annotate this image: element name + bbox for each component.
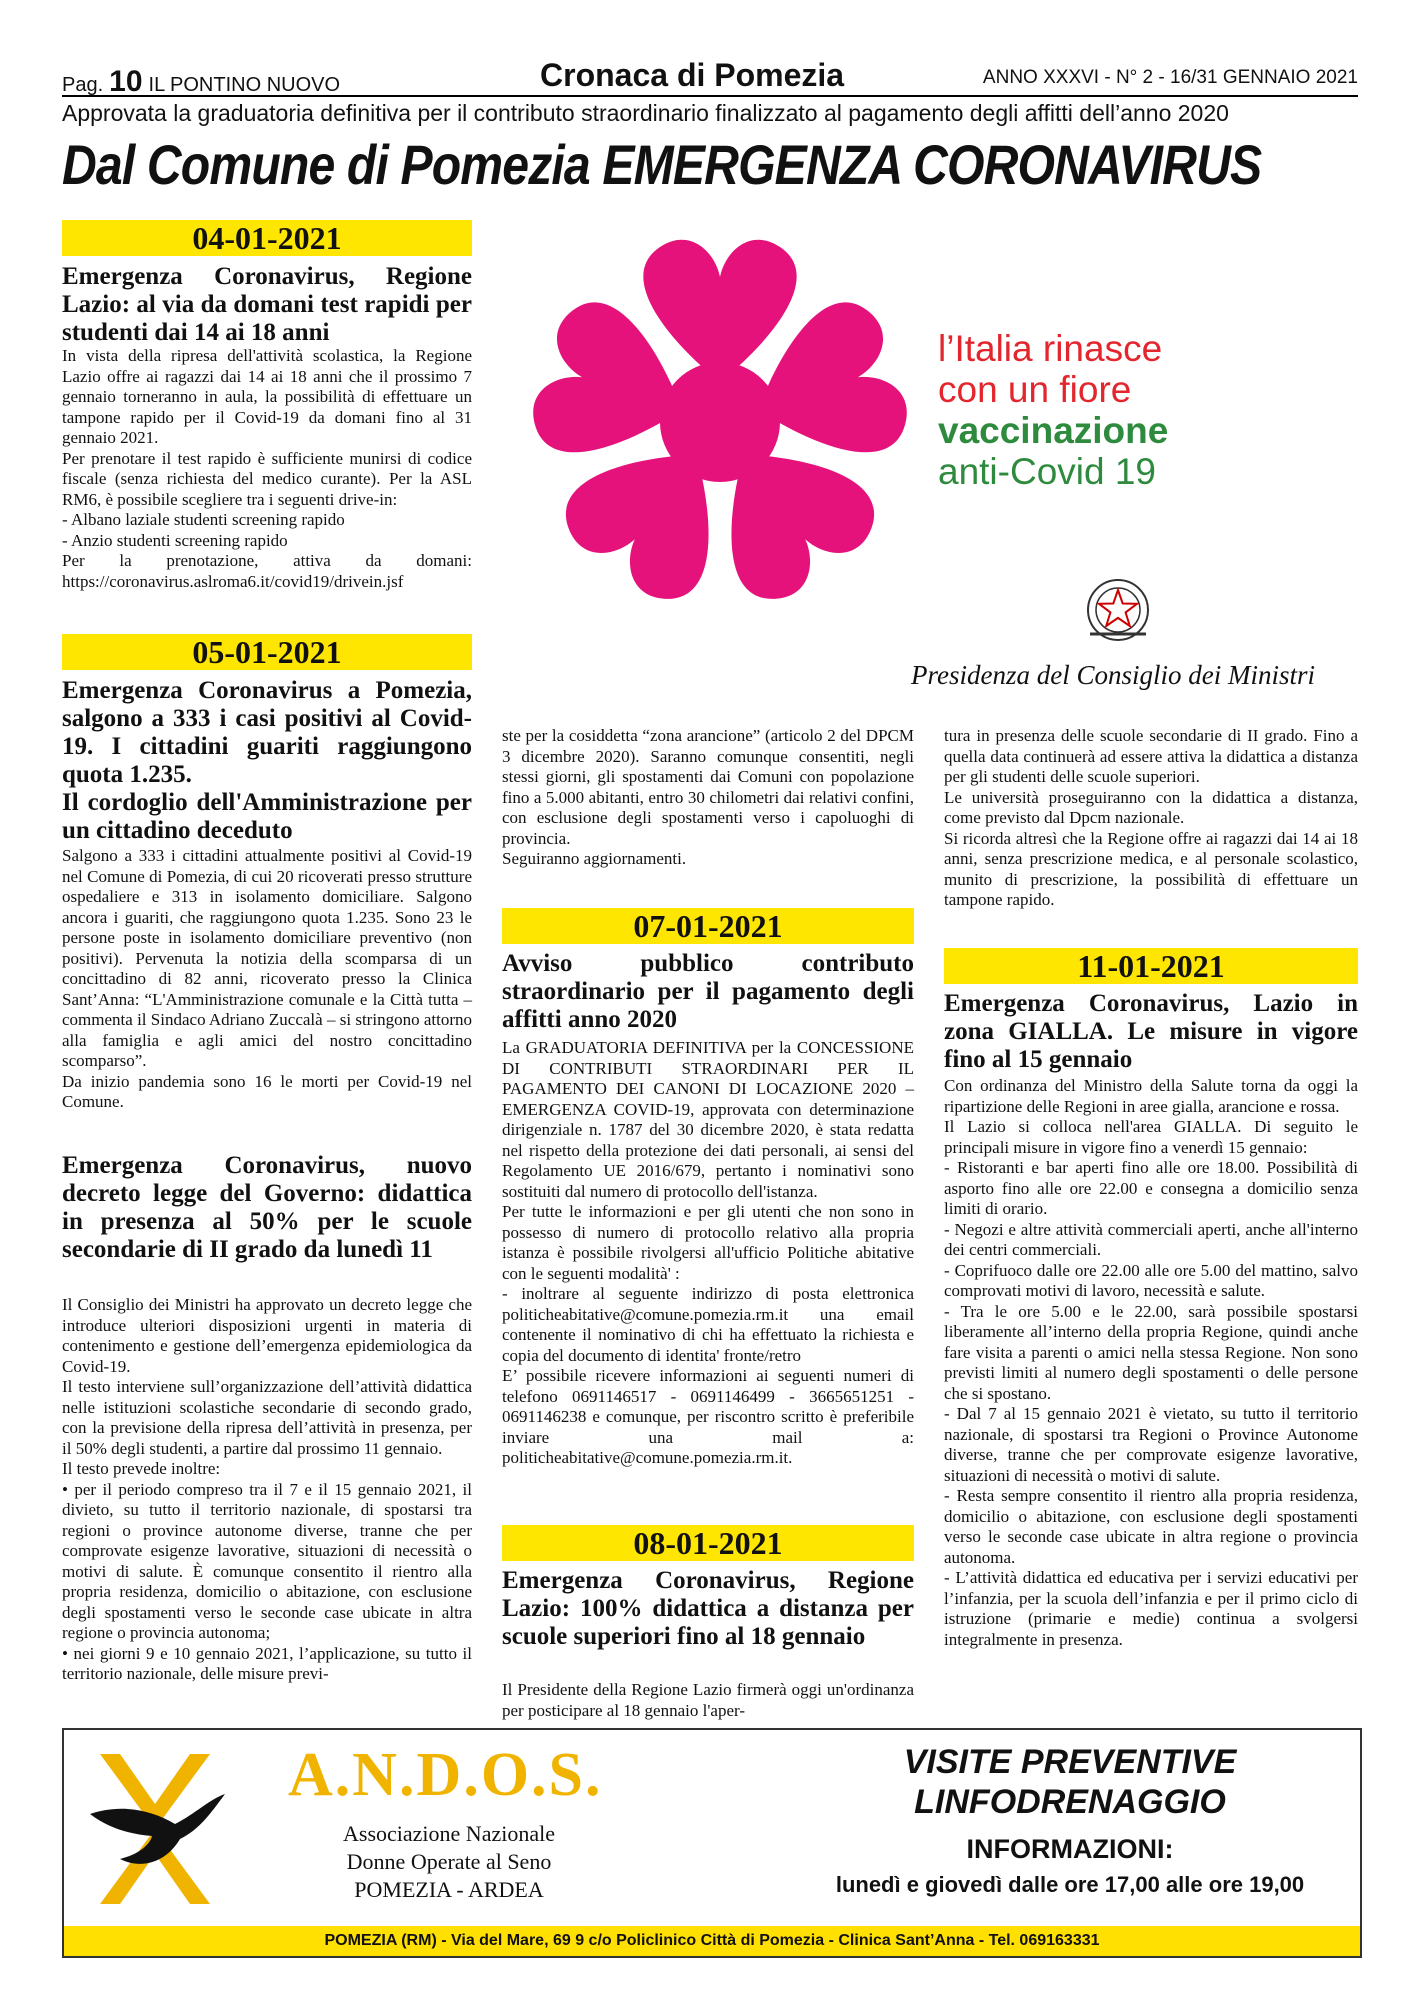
slogan-line: vaccinazione	[938, 410, 1169, 451]
article-body	[502, 1680, 914, 1721]
article-headline: Emergenza Coronavirus, Regione Lazio: 100% didattica a distanza per scuole superiori fino al 18 gennaio	[502, 1567, 914, 1650]
andos-advertisement	[62, 1728, 1362, 1928]
article-body-continued	[944, 726, 1358, 911]
article-headline: Emergenza Coronavirus, Lazio in zona GIALLA. Le misure in vigore fino al 15 gennaio	[944, 990, 1358, 1073]
visite-title	[780, 1742, 1360, 1822]
paragraph: - inoltrare al seguente indirizzo di posta elettronica politicheabitative@comune.pomezia.rm.it una email contenente il nominativo di chi ha effettuato la richiesta e copia del documento di identita' fronte/retro	[502, 1284, 914, 1365]
andos-association	[304, 1820, 594, 1904]
article-headline: Avviso pubblico contributo straordinario per il pagamento degli affitti anno 2020	[502, 950, 914, 1033]
slogan-line: l’Italia rinasce	[938, 328, 1163, 369]
italian-emblem-icon	[1080, 572, 1156, 648]
paragraph: Seguiranno aggiornamenti.	[502, 849, 687, 868]
paragraph: ste per la cosiddetta “zona arancione” (articolo 2 del DPCM 3 dicembre 2020). Saranno comunque consentiti, negli stessi giorni, gli spostamenti dai Comuni con popolazione fino a 5.000 abitanti, entro 30 chilometri dai relativi confini, con esclusione degli spostamenti verso i capoluoghi di provincia.	[502, 726, 914, 848]
paragraph: - Albano laziale studenti screening rapido	[62, 510, 345, 529]
paragraph: - L’attività didattica ed educativa per i servizi educativi per l’infanzia, per la scuola dell’infanzia e per il primo ciclo di istruzione (primarie e medie) continua a svolgersi integralmente in presenza.	[944, 1568, 1358, 1649]
primula-flower-icon	[520, 222, 920, 632]
main-title: Dal Comune di Pomezia EMERGENZA CORONAVIRUS	[62, 133, 1262, 196]
association-line: POMEZIA - ARDEA	[354, 1877, 544, 1902]
paragraph: • per il periodo compreso tra il 7 e il 15 gennaio 2021, il divieto, su tutto il territorio nazionale, di spostarsi tra regioni o province autonome diverse, tranne che per comprovate esigenze lavorative, situazioni di necessità o motivi di salute. È comunque consentito il rientro alla propria residenza, domicilio o abitazione, con esclusione degli spostamenti verso le seconde case ubicate in altra regione o provincia autonoma;	[62, 1479, 472, 1642]
article-body	[62, 1295, 472, 1685]
paragraph: Il testo prevede inoltre:	[62, 1459, 221, 1478]
page-label: Pag.	[62, 74, 104, 96]
date-bar: 07-01-2021	[502, 908, 914, 944]
paragraph: Per prenotare il test rapido è sufficiente munirsi di codice fiscale (senza richiesta del medico curante). Per la ASL RM6, è possibile scegliere tra i seguenti drive-in:	[62, 448, 472, 509]
newspaper-name: IL PONTINO NUOVO	[148, 74, 341, 96]
paragraph: - Anzio studenti screening rapido	[62, 530, 288, 550]
paragraph: Con ordinanza del Ministro della Salute torna da oggi la ripartizione delle Regioni in aree gialla, arancione e rossa.	[944, 1076, 1358, 1116]
paragraph: Da inizio pandemia sono 16 le morti per Covid-19 nel Comune.	[62, 1071, 472, 1111]
article-headline: Emergenza Coronavirus, Regione Lazio: al via da domani test rapidi per studenti dai 14 ai 18 anni	[62, 263, 472, 346]
presidenza-signature: Presidenza del Consiglio dei Ministri	[911, 660, 1315, 690]
paragraph: Il Presidente della Regione Lazio firmerà oggi un'ordinanza per posticipare al 18 gennaio l'aper-	[502, 1680, 914, 1720]
section-title: Cronaca di Pomezia	[540, 57, 845, 93]
vaccine-slogan	[938, 328, 1298, 492]
paragraph: Si ricorda altresì che la Regione offre ai ragazzi dai 14 ai 18 anni, senza prescrizione medica, e al personale scolastico, munito di prescrizione, la possibilità di effettuare un tampone rapido.	[944, 828, 1358, 909]
date-bar: 11-01-2021	[944, 948, 1358, 984]
article-body	[62, 346, 472, 592]
article-body	[944, 1076, 1358, 1650]
article-body-continued	[502, 726, 914, 870]
paragraph: tura in presenza delle scuole secondarie di II grado. Fino a quella data continuerà ad essere attiva la didattica a distanza per gli studenti delle scuole superiori.	[944, 726, 1358, 786]
article-body	[502, 1038, 914, 1469]
slogan-line: con un fiore	[938, 369, 1132, 410]
article-headline: Emergenza Coronavirus a Pomezia, salgono a 333 i casi positivi al Covid-19. I cittadini guariti raggiungono quota 1.235.	[62, 677, 472, 788]
paragraph: In vista della ripresa dell'attività scolastica, la Regione Lazio offre ai ragazzi dai 14 ai 18 anni che il prossimo 7 gennaio torneranno in aula, la possibilità di effettuare un tampone rapido per il Covid-19 da domani fino al 31 gennaio 2021.	[62, 346, 472, 447]
info-label: INFORMAZIONI:	[966, 1834, 1174, 1864]
swallow-logo-icon	[80, 1744, 230, 1914]
paragraph: Il testo interviene sull’organizzazione dell’attività didattica nelle istituzioni scolastiche secondarie di secondo grado, con la previsione della ripresa dell’attività in presenza, per il 50% degli studenti, a partire dal prossimo 11 gennaio.	[62, 1377, 472, 1458]
date-bar: 04-01-2021	[62, 220, 472, 256]
kicker: Approvata la graduatoria definitiva per il contributo straordinario finalizzato al pagamento degli affitti dell’anno 2020	[62, 100, 1229, 126]
date-bar: 08-01-2021	[502, 1525, 914, 1561]
paragraph: - Ristoranti e bar aperti fino alle ore 18.00. Possibilità di asporto fino alle ore 22.00 e consegna a domicilio senza limiti di orario.	[944, 1158, 1358, 1218]
slogan-line: anti-Covid 19	[938, 451, 1157, 492]
paragraph: - Coprifuoco dalle ore 22.00 alle ore 5.00 del mattino, salvo comprovati motivi di lavoro, necessità e salute.	[944, 1260, 1358, 1300]
paragraph: Le università proseguiranno con la didattica a distanza, come previsto dal Dpcm nazionale.	[944, 787, 1358, 827]
article-headline: Emergenza Coronavirus, nuovo decreto legge del Governo: didattica in presenza al 50% per le scuole secondarie di II grado da lunedì 11	[62, 1152, 472, 1263]
date-bar: 05-01-2021	[62, 634, 472, 670]
paragraph: • nei giorni 9 e 10 gennaio 2021, l’applicazione, su tutto il territorio nazionale, delle misure previ-	[62, 1643, 472, 1683]
opening-hours: lunedì e giovedì dalle ore 17,00 alle ore 19,00	[835, 1872, 1305, 1897]
page-number: 10	[109, 65, 143, 98]
paragraph: E’ possibile ricevere informazioni ai seguenti numeri di telefono 0691146517 - 0691146499 - 3665651251 - 0691146238 e comunque, per riscontro scritto è preferibile inviare una mail a: politicheabitative@comune.pomezia.rm.it.	[502, 1366, 914, 1467]
paragraph: La GRADUATORIA DEFINITIVA per la CONCESSIONE DI CONTRIBUTI STRAORDINARI PER IL PAGAMENTO DEI CANONI DI LOCAZIONE 2020 – EMERGENZA COVID-19, approvata con determinazione dirigenziale n. 1787 del 30 dicembre 2020, è stata redatta nel rispetto della protezione dei dati personali, ai sensi del Regolamento UE 2016/679, pertanto i nominativi sono sostituiti dal numero di protocollo dell'istanza.	[502, 1038, 914, 1201]
visite-line: VISITE PREVENTIVE	[903, 1743, 1237, 1781]
paragraph: Il Consiglio dei Ministri ha approvato un decreto legge che introduce ulteriori disposizioni urgenti in materia di contenimento e gestione dell’emergenza epidemiologica da Covid-19.	[62, 1295, 472, 1376]
association-line: Donne Operate al Seno	[346, 1849, 552, 1874]
issue-info: ANNO XXXVI - N° 2 - 16/31 GENNAIO 2021	[982, 67, 1358, 88]
page-number-block	[62, 65, 340, 99]
article-subheadline: Il cordoglio dell'Amministrazione per un cittadino deceduto	[62, 789, 472, 844]
article-body	[62, 846, 472, 1113]
paragraph: Salgono a 333 i cittadini attualmente positivi al Covid-19 nel Comune di Pomezia, di cui 20 ricoverati presso strutture ospedaliere e 313 in isolamento domiciliare. Salgono ancora i guariti, che raggiungono quota 1.235. Sono 23 le persone poste in isolamento domiciliare preventivo (non positivi). Pervenuta la notizia della scomparsa di un concittadino di 82 anni, ricoverato presso la Clinica Sant’Anna: “L'Amministrazione comunale e la Città tutta – commenta il Sindaco Adriano Zuccalà – si stringono attorno alla famiglia e agli amici del nostro concittadino scomparso”.	[62, 846, 472, 1070]
paragraph: Per tutte le informazioni e per gli utenti che non sono in possesso di numero di protocollo relativo alla propria istanza è possibile rivolgersi all'ufficio Politiche abitative con le seguenti modalità' :	[502, 1202, 914, 1283]
paragraph: Il Lazio si colloca nell'area GIALLA. Di seguito le principali misure in vigore fino a venerdì 15 gennaio:	[944, 1117, 1358, 1157]
paragraph: - Dal 7 al 15 gennaio 2021 è vietato, su tutto il territorio nazionale, di spostarsi tra Regioni o Province Autonome diverse, tranne che per comprovate esigenze lavorative, situazioni di necessità o motivi di salute.	[944, 1404, 1358, 1485]
visite-line: LINFODRENAGGIO	[914, 1783, 1226, 1821]
andos-name: A.N.D.O.S.	[288, 1741, 603, 1809]
paragraph: - Tra le ore 5.00 e le 22.00, sarà possibile spostarsi liberamente all’interno della propria Regione, quindi anche fare visita a parenti o amici nella stessa Regione. Non sono previsti limiti al numero degli spostamenti o delle persone che si spostano.	[944, 1301, 1358, 1403]
paragraph: - Resta sempre consentito il rientro alla propria residenza, domicilio o abitazione, con esclusione degli spostamenti verso le seconde case ubicate in altra regione o provincia autonoma.	[944, 1486, 1358, 1567]
paragraph: - Negozi e altre attività commerciali aperti, anche all'interno dei centri commerciali.	[944, 1219, 1358, 1259]
page-header	[62, 55, 1358, 97]
ad-footer-address: POMEZIA (RM) - Via del Mare, 69 9 c/o Policlinico Città di Pomezia - Clinica Sant’Anna - Tel. 069163331	[62, 1926, 1362, 1958]
paragraph: Per la prenotazione, attiva da domani: https://coronavirus.aslroma6.it/covid19/drivein.jsf	[62, 551, 472, 591]
association-line: Associazione Nazionale	[343, 1821, 555, 1846]
